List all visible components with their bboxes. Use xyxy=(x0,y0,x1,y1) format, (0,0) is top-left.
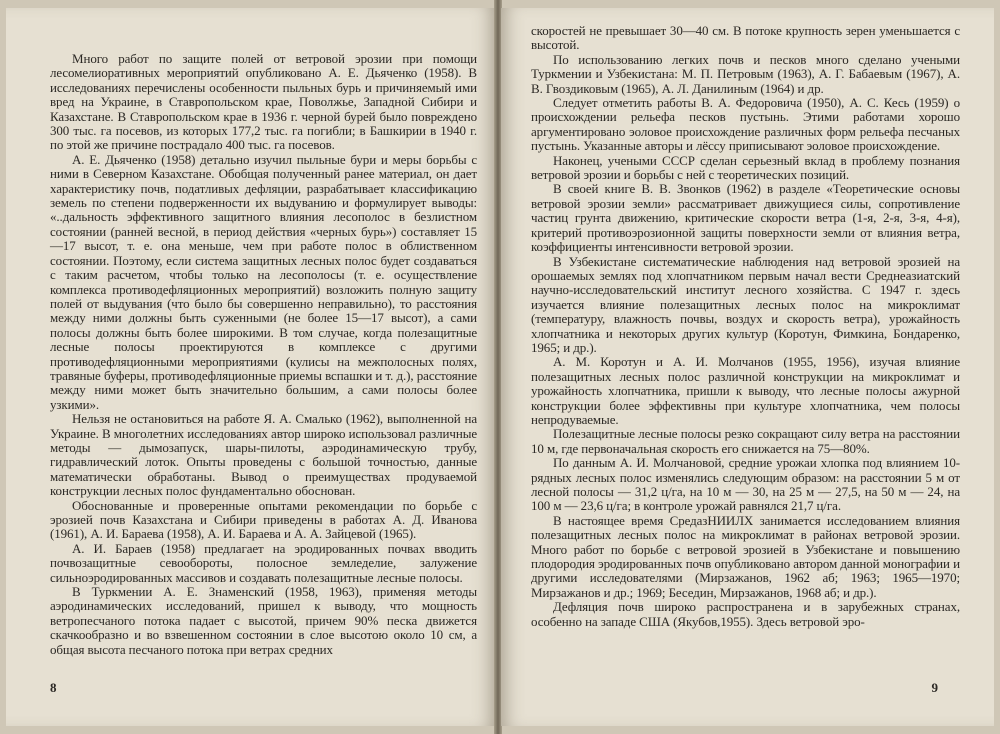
page-number: 8 xyxy=(50,680,57,695)
paragraph: Следует отметить работы В. А. Федоровича (1950), А. С. Кесь (1959) о происхождении рельефа песков пустынь. Этими работами хорошо аргументировано эоловое происхождение различных форм рельефа песчаных пустынь. Указанные авторы и лёссу приписывают эоловое происхождение. xyxy=(531,95,960,154)
paragraph: Наконец, учеными СССР сделан серьезный вклад в проблему познания ветровой эрозии и борьбы с ней с теоретических позиций. xyxy=(531,152,960,183)
paragraph: Дефляция почв широко распространена и в зарубежных странах, особенно на западе США (Якубов,1955). Здесь ветровой эро- xyxy=(531,599,960,629)
page-number: 9 xyxy=(931,680,938,695)
paragraph: В Узбекистане систематические наблюдения над ветровой эрозией на орошаемых землях под хлопчатником первым начал вести Среднеазиатский научно-исследовательский институт лесного хозяйства. С 1947 г. здесь изучается влияние полезащитных лесных полос на микроклимат (температуру, влажность почвы, воздух и скорость ветра), урожайность хлопчатника и некоторых других культур (Коротун, Фимкина, Бондаренко, 1965; и др.). xyxy=(531,253,960,355)
paragraph: Обоснованные и проверенные опытами рекомендации по борьбе с эрозией почв Казахстана и Сибири приведены в работах А. Д. Иванова (1961), А. И. Бараева (1958), А. И. Бараева и А. А. Зайцевой (1965). xyxy=(50,497,477,542)
paragraph: По использованию легких почв и песков много сделано учеными Туркмении и Узбекистана: М. П. Петровым (1963), А. Г. Бабаевым (1967), А. В. Гвоздиковым (1965), А. Л. Данилиным (1964) и др. xyxy=(531,51,960,96)
paragraph: В своей книге В. В. Звонков (1962) в разделе «Теоретические основы ветровой эрозии земли» рассматривает движущиеся силы, сопротивление частиц грунта движению, критические скорости ветра (1-я, 2-я, 3-я, 4-я), критерий противоэрозионной защиты поверхности земли от влияния ветра, коэффициенты интенсивности ветровой эрозии. xyxy=(531,181,960,255)
paragraph: В настоящее время СредазНИИЛХ занимается исследованием влияния полезащитных лесных полос на микроклимат в районах ветровой эрозии. Много работ по борьбе с ветровой эрозией в Узбекистане и повышению плодородия эродированных почв опубликовано автором данной монографии и другими исследователями (Мирзажанов, 1962 аб; 1963; 1965—1970; Мирзажанов и др.; 1969; Беседин, Мирзажанов, 1968 аб; и др.). xyxy=(531,512,960,600)
paragraph: Нельзя не остановиться на работе Я. А. Смалько (1962), выполненной на Украине. В многолетних исследованиях автор широко использовал различные методы — дымозапуск, шары-пилоты, аэродинамическую трубу, гидравлический лоток. Опыты проведены с большой точностью, данные математически обработаны. Вывод о преимуществах продуваемой конструкции лесных полос фундаментально обоснован. xyxy=(50,411,477,499)
paragraph: По данным А. И. Молчановой, средние урожаи хлопка под влиянием 10-рядных лесных полос изменялись следующим образом: на расстоянии 5 м от лесной полосы — 31,2 ц/га, на 10 м — 30, на 25 м — 27,5, на 50 м — 24, на 100 м — 23,6 ц/га; в контроле урожай равнялся 21,7 ц/га. xyxy=(531,455,960,514)
paragraph: А. М. Коротун и А. И. Молчанов (1955, 1956), изучая влияние полезащитных лесных полос различной конструкции на микроклимат и урожайность хлопчатника, пришли к выводу, что лесные полосы ажурной конструкции более эффективны при культуре хлопчатника, чем полосы непродуваемые. xyxy=(531,354,960,427)
left-page xyxy=(6,8,495,726)
right-page xyxy=(501,8,994,726)
paragraph: В Туркмении А. Е. Знаменский (1958, 1963), применяя методы аэродинамических исследований, пришел к выводу, что мощность ветропесчаного потока падает с высотой, причем 90% песка движется скачкообразно и во взвешенном состоянии в слое высотою около 10 см, а общая высота песчаного потока при ветрах средних xyxy=(50,584,477,657)
paragraph: А. И. Бараев (1958) предлагает на эродированных почвах вводить почвозащитные севообороты, полосное земледелие, залужение сильноэродированных массивов и создавать полезащитные лесные полосы. xyxy=(50,540,477,585)
paragraph: А. Е. Дьяченко (1958) детально изучил пыльные бури и меры борьбы с ними в Северном Казахстане. Обобщая полученный ранее материал, он дает характеристику почв, податливых дефляции, разрабатывает классификацию земель по степени подверженности их выдуванию и формулирует выводы: «..дальность эффективного защитного влияния лесополос в безлистном состоянии (ранней весной, в период действия «черных бурь») составляет 15—17 высот, т. е. она меньше, чем при работе полос в облиственном состоянии. Поэтому, если система защитных лесных полос будет создаваться с таким расчетом, чтобы только на лесополосы (т. е. осуществление комплекса противодефляционных мероприятий) возложить полную защиту полей от выдувания (что было бы совершенно неправильно), то расстояния между ними должны быть суженными (не более 15—17 высот), а сами полосы должны быть более широкими. В том случае, когда полезащитные лесные полосы проектируются в комплексе с другими противодефляционными мероприятиями (кулисы на межполосных полях, травяные буферы, противодефляционные приемы вспашки и т. д.), расстояние между ними может быть значительно большим, а сами полосы более узкими». xyxy=(50,151,477,412)
paragraph: скоростей не превышает 30—40 см. В потоке крупность зерен уменьшается с высотой. xyxy=(531,23,960,53)
paragraph: Полезащитные лесные полосы резко сокращают силу ветра на расстоянии 10 м, где первоначальная скорость его снижается на 75—80%. xyxy=(531,426,960,456)
right-page-text xyxy=(531,24,960,629)
paragraph: Много работ по защите полей от ветровой эрозии при помощи лесомелиоративных мероприятий опубликовано А. Е. Дьяченко (1958). В исследованиях перечислены особенности пыльных бурь и причиняемый ими вред на Украине, в Ставропольском крае, Поволжье, Западной Сибири и Казахстане. В Ставропольском крае в 1936 г. черной бурей было повреждено 300 тыс. га посевов, из которых 177,2 тыс. га погибли; в Башкирии в 1940 г. по этой же причине пострадало 400 тыс. га посевов. xyxy=(50,51,477,153)
left-page-text xyxy=(50,52,477,657)
